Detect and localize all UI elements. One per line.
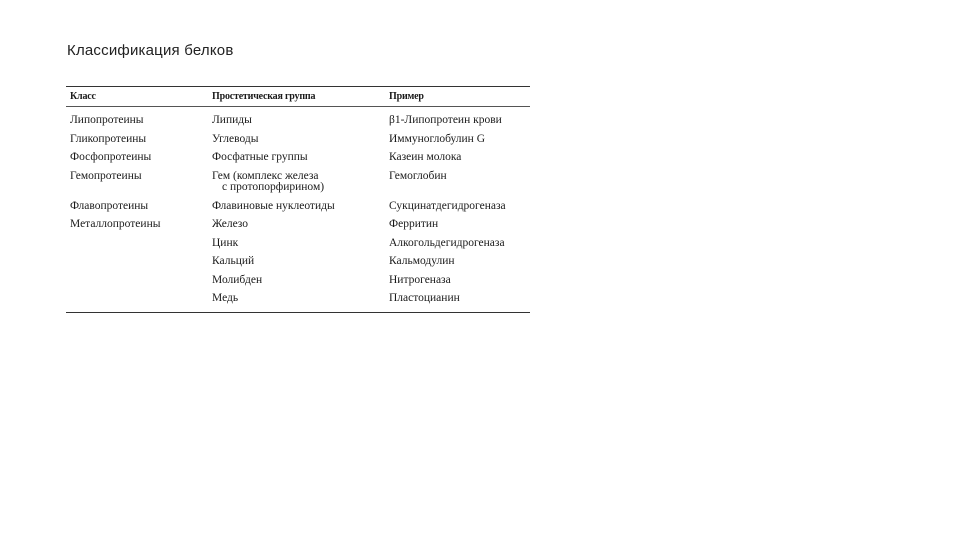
- cell-example: Ферритин: [389, 218, 439, 230]
- page-title: Классификация белков: [67, 42, 234, 59]
- table-row: [66, 111, 530, 130]
- table-row: [66, 197, 530, 216]
- cell-class: Металлопротеины: [70, 218, 161, 230]
- table-row: [66, 289, 530, 308]
- cell-example: Казеин молока: [389, 151, 462, 163]
- table-row: [66, 271, 530, 290]
- table-body: [66, 107, 530, 308]
- cell-group: Медь: [212, 292, 239, 304]
- protein-classification-table: [66, 86, 530, 313]
- table-row: [66, 130, 530, 149]
- cell-group: Кальций: [212, 255, 255, 267]
- table-row: [66, 234, 530, 253]
- cell-example: Гемоглобин: [389, 169, 447, 182]
- cell-example: Кальмодулин: [389, 255, 455, 267]
- cell-example: Нитрогеназа: [389, 273, 451, 286]
- cell-example: β1-Липопротеин крови: [389, 114, 502, 126]
- cell-group: Железо: [212, 218, 249, 230]
- header-class: Класс: [70, 91, 96, 102]
- table-row: [66, 215, 530, 234]
- cell-group: Углеводы: [212, 132, 259, 145]
- cell-group: Флавиновые нуклеотиды: [212, 199, 335, 212]
- cell-class: Липопротеины: [70, 114, 144, 126]
- cell-example: Иммуноглобулин G: [389, 132, 486, 145]
- cell-class: Гликопротеины: [70, 132, 147, 145]
- cell-group: [212, 167, 324, 194]
- table-row: [66, 252, 530, 271]
- cell-example: Алкогольдегидрогеназа: [389, 236, 505, 249]
- cell-class: Гемопротеины: [70, 169, 142, 182]
- table-header-row: [66, 89, 530, 104]
- cell-group-line1: Гем (комплекс железа: [212, 169, 319, 182]
- table-top-rule: [66, 86, 530, 87]
- table-bottom-rule: [66, 312, 530, 313]
- header-example: Пример: [389, 91, 424, 102]
- cell-example: Сукцинатдегидрогеназа: [389, 199, 506, 212]
- cell-class: Фосфопротеины: [70, 151, 152, 163]
- cell-group: Фосфатные группы: [212, 151, 308, 163]
- table-row: [66, 148, 530, 167]
- cell-group: Цинк: [212, 236, 239, 249]
- cell-class: Флавопротеины: [70, 199, 149, 212]
- cell-group: Липиды: [212, 114, 252, 126]
- header-prosthetic-group: Простетическая группа: [212, 91, 316, 102]
- cell-example: Пластоцианин: [389, 292, 460, 304]
- table-row: [66, 167, 530, 197]
- cell-group: Молибден: [212, 273, 263, 286]
- cell-group-line2: с протопорфирином): [222, 181, 325, 193]
